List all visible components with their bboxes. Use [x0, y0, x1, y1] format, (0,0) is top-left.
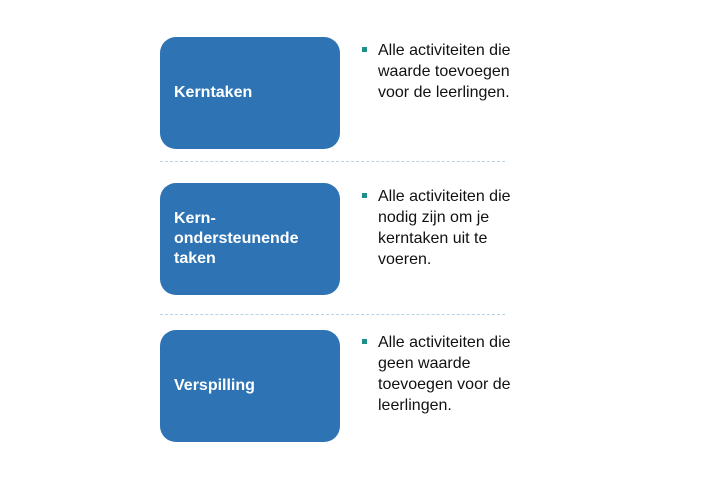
category-label: Kern- ondersteunende taken	[174, 210, 299, 267]
divider	[160, 161, 505, 162]
category-box-kern-ondersteunende-taken	[160, 183, 340, 295]
description-text: Alle activiteiten die nodig zijn om je kerntaken uit te voeren.	[378, 188, 511, 268]
description-text: Alle activiteiten die geen waarde toevoegen voor de leerlingen.	[378, 334, 511, 414]
bullet-icon	[362, 47, 367, 52]
divider	[160, 314, 505, 315]
category-label: Verspilling	[174, 377, 255, 394]
category-label: Kerntaken	[174, 84, 253, 101]
category-box-kerntaken	[160, 37, 340, 149]
category-box-verspilling	[160, 330, 340, 442]
description-text: Alle activiteiten die waarde toevoegen voor de leerlingen.	[378, 42, 511, 101]
bullet-icon	[362, 339, 367, 344]
bullet-icon	[362, 193, 367, 198]
